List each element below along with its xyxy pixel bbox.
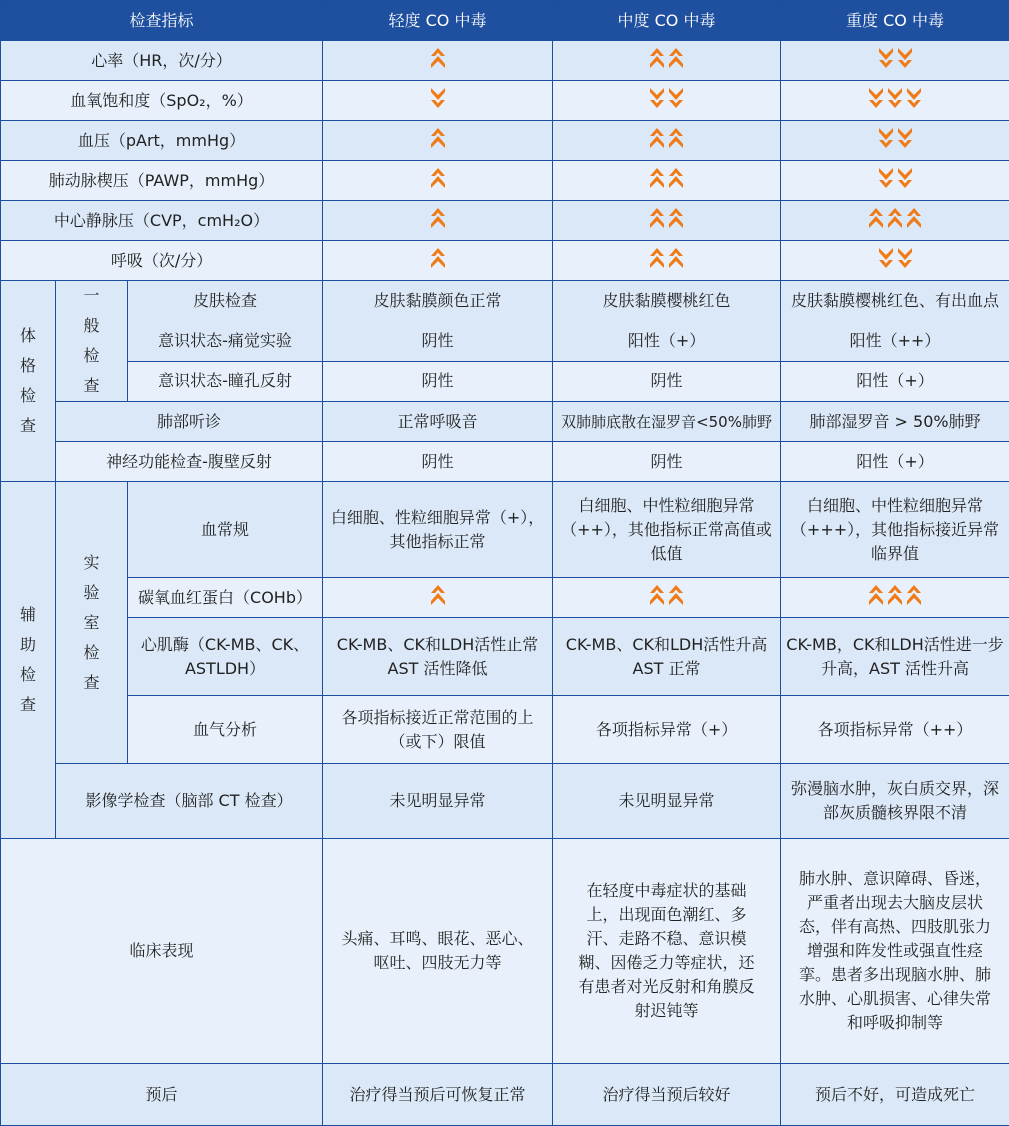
row-blood-pressure <box>1 121 1009 161</box>
row-cvp <box>1 201 1009 241</box>
double-chevron-up-icon <box>649 207 665 229</box>
cell-blood-moderate: 白细胞、中性粒细胞异常（++），其他指标正常高值或低值 <box>553 482 781 578</box>
double-chevron-down-icon <box>878 127 894 149</box>
up-arrows <box>649 46 684 70</box>
up-arrows <box>649 126 684 150</box>
down-arrows <box>878 246 913 270</box>
up-arrows <box>649 206 684 230</box>
arrow-cell <box>781 81 1009 121</box>
cell-imaging-severe: 弥漫脑水肿，灰白质交界，深部灰质髓核界限不清 <box>781 764 1009 839</box>
double-chevron-down-icon <box>649 87 665 109</box>
down-arrows <box>878 126 913 150</box>
row-heart-rate <box>1 41 1009 81</box>
cell-prognosis-severe: 预后不好，可造成死亡 <box>781 1064 1009 1126</box>
cell-gas-severe: 各项指标异常（++） <box>781 696 1009 764</box>
double-chevron-down-icon <box>897 127 913 149</box>
row-label-imaging: 影像学检查（脑部 CT 检查） <box>56 764 323 839</box>
up-arrows <box>649 166 684 190</box>
double-chevron-up-icon <box>668 167 684 189</box>
double-chevron-down-icon <box>868 87 884 109</box>
header-severe: 重度 CO 中毒 <box>781 1 1009 41</box>
row-label-lung: 肺部听诊 <box>56 402 323 442</box>
cell-pupil-moderate: 阴性 <box>553 361 781 401</box>
arrow-cell <box>553 81 781 121</box>
double-chevron-down-icon <box>668 87 684 109</box>
double-chevron-down-icon <box>878 167 894 189</box>
cell-pupil-severe: 阳性（+） <box>781 361 1009 401</box>
double-chevron-up-icon <box>668 207 684 229</box>
down-arrows <box>430 86 446 110</box>
arrow-cell <box>323 121 553 161</box>
double-chevron-up-icon <box>649 47 665 69</box>
double-chevron-up-icon <box>868 584 884 606</box>
cell-blood-severe: 白细胞、中性粒细胞异常（+++），其他指标接近异常临界值 <box>781 482 1009 578</box>
cell-pupil-mild: 阴性 <box>323 361 553 401</box>
cell-prognosis-mild: 治疗得当预后可恢复正常 <box>323 1064 553 1126</box>
cell-blood-mild: 白细胞、性粒细胞异常（+），其他指标正常 <box>323 482 553 578</box>
row-label: 血氧饱和度（SpO₂，%） <box>1 81 323 121</box>
cell-enzyme-mild: CK-MB、CK和LDH活性止常AST 活性降低 <box>323 618 553 696</box>
cell-prognosis-moderate: 治疗得当预后较好 <box>553 1064 781 1126</box>
cell-clinical-moderate: 在轻度中毒症状的基础上，出现面色潮红、多汗、走路不稳、意识模糊、因倦乏力等症状，还有患者对光反射和角膜反射迟钝等 <box>553 839 781 1064</box>
arrow-cell <box>781 241 1009 281</box>
row-label-pain: 意识状态-痛觉实验 <box>128 321 323 361</box>
cell-imaging-moderate: 未见明显异常 <box>553 764 781 839</box>
double-chevron-down-icon <box>897 247 913 269</box>
up-arrows <box>430 126 446 150</box>
double-chevron-up-icon <box>430 584 446 606</box>
group-physical-exam: 体 格 检 查 <box>1 281 56 482</box>
up-arrows <box>649 246 684 270</box>
arrow-cell <box>323 161 553 201</box>
double-chevron-up-icon <box>430 207 446 229</box>
double-chevron-up-icon <box>430 47 446 69</box>
header-mild: 轻度 CO 中毒 <box>323 1 553 41</box>
double-chevron-up-icon <box>868 207 884 229</box>
header-moderate: 中度 CO 中毒 <box>553 1 781 41</box>
row-label: 中心静脉压（CVP，cmH₂O） <box>1 201 323 241</box>
cell-neuro-moderate: 阴性 <box>553 442 781 482</box>
double-chevron-up-icon <box>430 167 446 189</box>
cell-neuro-mild: 阴性 <box>323 442 553 482</box>
cell-gas-mild: 各项指标接近正常范围的上（或下）限值 <box>323 696 553 764</box>
double-chevron-up-icon <box>668 247 684 269</box>
arrow-cell <box>323 81 553 121</box>
double-chevron-up-icon <box>649 584 665 606</box>
cell-enzyme-severe: CK-MB，CK和LDH活性进一步升高，AST 活性升高 <box>781 618 1009 696</box>
up-arrows <box>649 583 684 607</box>
up-arrows <box>430 206 446 230</box>
cell-imaging-mild: 未见明显异常 <box>323 764 553 839</box>
row-label-pupil: 意识状态-瞳孔反射 <box>128 361 323 401</box>
cell-skin-mild: 皮肤黏膜颜色正常 <box>323 281 553 321</box>
up-arrows <box>868 583 922 607</box>
arrow-cell <box>553 241 781 281</box>
cell-skin-severe: 皮肤黏膜樱桃红色、有出血点 <box>781 281 1009 321</box>
down-arrows <box>878 46 913 70</box>
double-chevron-down-icon <box>897 167 913 189</box>
arrow-cell <box>553 121 781 161</box>
row-label: 心率（HR，次/分） <box>1 41 323 81</box>
cell-lung-moderate: 双肺肺底散在湿罗音<50%肺野 <box>553 402 781 442</box>
arrow-cell <box>781 578 1009 618</box>
arrow-cell <box>553 41 781 81</box>
cell-skin-moderate: 皮肤黏膜樱桃红色 <box>553 281 781 321</box>
cell-pain-severe: 阳性（++） <box>781 321 1009 361</box>
cell-gas-moderate: 各项指标异常（+） <box>553 696 781 764</box>
arrow-cell <box>781 161 1009 201</box>
cell-clinical-severe: 肺水肿、意识障碍、昏迷，严重者出现去大脑皮层状态，伴有高热、四肢肌张力增强和阵发性或强直性痉挛。患者多出现脑水肿、肺水肿、心肌损害、心律失常和呼吸抑制等 <box>781 839 1009 1064</box>
double-chevron-up-icon <box>668 47 684 69</box>
double-chevron-down-icon <box>878 247 894 269</box>
double-chevron-up-icon <box>887 207 903 229</box>
double-chevron-up-icon <box>906 584 922 606</box>
row-label: 血压（pArt，mmHg） <box>1 121 323 161</box>
row-label: 呼吸（次/分） <box>1 241 323 281</box>
double-chevron-down-icon <box>878 47 894 69</box>
cell-pain-mild: 阴性 <box>323 321 553 361</box>
group-auxiliary-exam: 辅 助 检 查 <box>1 482 56 839</box>
group-general-exam: 一 般 检 查 <box>56 281 128 402</box>
arrow-cell <box>323 578 553 618</box>
double-chevron-up-icon <box>649 127 665 149</box>
double-chevron-down-icon <box>430 87 446 109</box>
cell-neuro-severe: 阳性（+） <box>781 442 1009 482</box>
down-arrows <box>868 86 922 110</box>
up-arrows <box>430 166 446 190</box>
double-chevron-down-icon <box>897 47 913 69</box>
double-chevron-up-icon <box>430 247 446 269</box>
arrow-cell <box>553 161 781 201</box>
row-label-cohb: 碳氧血红蛋白（COHb） <box>128 578 323 618</box>
row-label-enzyme: 心肌酶（CK-MB、CK、ASTLDH） <box>128 618 323 696</box>
double-chevron-up-icon <box>668 127 684 149</box>
cell-lung-mild: 正常呼吸音 <box>323 402 553 442</box>
up-arrows <box>868 206 922 230</box>
double-chevron-down-icon <box>887 87 903 109</box>
row-label-neuro: 神经功能检查-腹壁反射 <box>56 442 323 482</box>
double-chevron-up-icon <box>649 247 665 269</box>
arrow-cell <box>781 41 1009 81</box>
down-arrows <box>878 166 913 190</box>
double-chevron-up-icon <box>668 584 684 606</box>
row-label-clinical: 临床表现 <box>1 839 323 1064</box>
arrow-cell <box>323 41 553 81</box>
down-arrows <box>649 86 684 110</box>
arrow-cell <box>323 241 553 281</box>
up-arrows <box>430 583 446 607</box>
cell-clinical-mild: 头痛、耳鸣、眼花、恶心、呕吐、四肢无力等 <box>323 839 553 1064</box>
arrow-cell <box>553 201 781 241</box>
row-label-skin: 皮肤检查 <box>128 281 323 321</box>
row-label-prognosis: 预后 <box>1 1064 323 1126</box>
up-arrows <box>430 246 446 270</box>
cell-enzyme-moderate: CK-MB、CK和LDH活性升高AST 正常 <box>553 618 781 696</box>
row-label-blood: 血常规 <box>128 482 323 578</box>
double-chevron-up-icon <box>887 584 903 606</box>
arrow-cell <box>781 121 1009 161</box>
cell-lung-severe: 肺部湿罗音 > 50%肺野 <box>781 402 1009 442</box>
double-chevron-up-icon <box>649 167 665 189</box>
arrow-cell <box>323 201 553 241</box>
double-chevron-up-icon <box>430 127 446 149</box>
arrow-cell <box>553 578 781 618</box>
row-label-gas: 血气分析 <box>128 696 323 764</box>
row-label: 肺动脉楔压（PAWP，mmHg） <box>1 161 323 201</box>
header-indicator: 检查指标 <box>1 1 323 41</box>
cell-pain-moderate: 阳性（+） <box>553 321 781 361</box>
row-pawp <box>1 161 1009 201</box>
double-chevron-down-icon <box>906 87 922 109</box>
group-lab-exam: 实 验 室 检 查 <box>56 482 128 764</box>
arrow-cell <box>781 201 1009 241</box>
row-respiration <box>1 241 1009 281</box>
row-spo2 <box>1 81 1009 121</box>
up-arrows <box>430 46 446 70</box>
double-chevron-up-icon <box>906 207 922 229</box>
